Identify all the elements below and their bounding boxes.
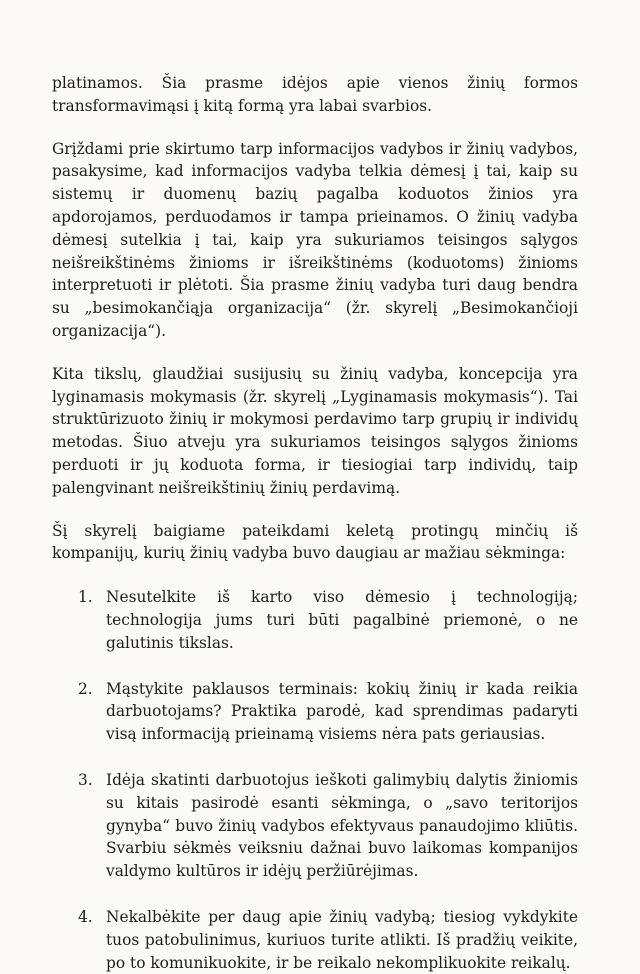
list-number: 1. [78, 588, 93, 607]
paragraph-4: Šį skyrelį baigiame pateikdami keletą protingų minčių iš kompanijų, kurių žinių vadyba buvo daugiau ar mažiau sėkminga: [52, 521, 578, 563]
list-item [52, 678, 578, 746]
list-item-text: Nesutelkite iš karto viso dėmesio į technologiją; technologija jums turi būti pagalbinė priemonė, o ne galutinis tikslas. [106, 588, 578, 652]
list-item-text: Nekalbėkite per daug apie žinių vadybą; tiesiog vykdykite tuos patobulinimus, kuriuos turite atlikti. Iš pradžių veikite, po to komunikuokite, ir be reikalo nekomplikuokite reikalų. [106, 907, 578, 972]
list-item [52, 769, 578, 883]
list-item-text: Mąstykite paklausos terminais: kokių žinių ir kada reikia darbuotojams? Praktika parodė, kad sprendimas padaryti visą informaciją prieinamą visiems nėra pats geriausias. [106, 679, 578, 744]
paragraph-2: Grįždami prie skirtumo tarp informacijos vadybos ir žinių vadybos, pasakysime, kad informacijos vadyba telkia dėmesį į tai, kaip su sistemų ir duomenų bazių pagalba koduotos žinios yra apdorojamos, perduodamos ir tampa prieinamos. O žinių vadyba dėmesį sutelkia į tai, kaip yra sukuriamos teisingos sąlygos neišreikštinėms žinioms ir išreikštinėms (koduotoms) žinioms interpretuoti ir plėtoti. Šia prasme žinių vadyba turi daug bendra su „besimokančiąja organizacija“ (žr. skyrelį „Besimokančioji organizacija“). [52, 139, 578, 340]
list-number: 4. [78, 907, 93, 926]
paragraph-3: Kita tikslų, glaudžiai susijusių su žinių vadyba, koncepcija yra lyginamasis mokymasis (žr. skyrelį „Lyginamasis mokymasis“). Tai struktūrizuoto žinių ir mokymosi perdavimo tarp grupių ir individų metodas. Šiuo atveju yra sukuriamos teisingos sąlygos žinioms perduoti ir jų koduota forma, ir tiesiogiai tarp individų, taip palengvinant neišreikštinių žinių perdavimą. [52, 364, 578, 497]
list-item [52, 906, 578, 974]
advice-list [52, 586, 578, 974]
list-item [52, 586, 578, 654]
list-number: 2. [78, 679, 93, 698]
paragraph-1: platinamos. Šia prasme idėjos apie vienos žinių formos transformavimąsi į kitą formą yra labai svarbios. [52, 74, 578, 115]
list-item-text: Idėja skatinti darbuotojus ieškoti galimybių dalytis žiniomis su kitais pasirodė esanti sėkminga, o „savo teritorijos gynyba“ buvo žinių vadybos efektyvaus panaudojimo kliūtis. Svarbiu sėkmės veiksniu dažnai buvo laikomas kompanijos valdymo kultūros ir idėjų peržiūrėjimas. [106, 770, 578, 881]
list-number: 3. [78, 770, 93, 789]
